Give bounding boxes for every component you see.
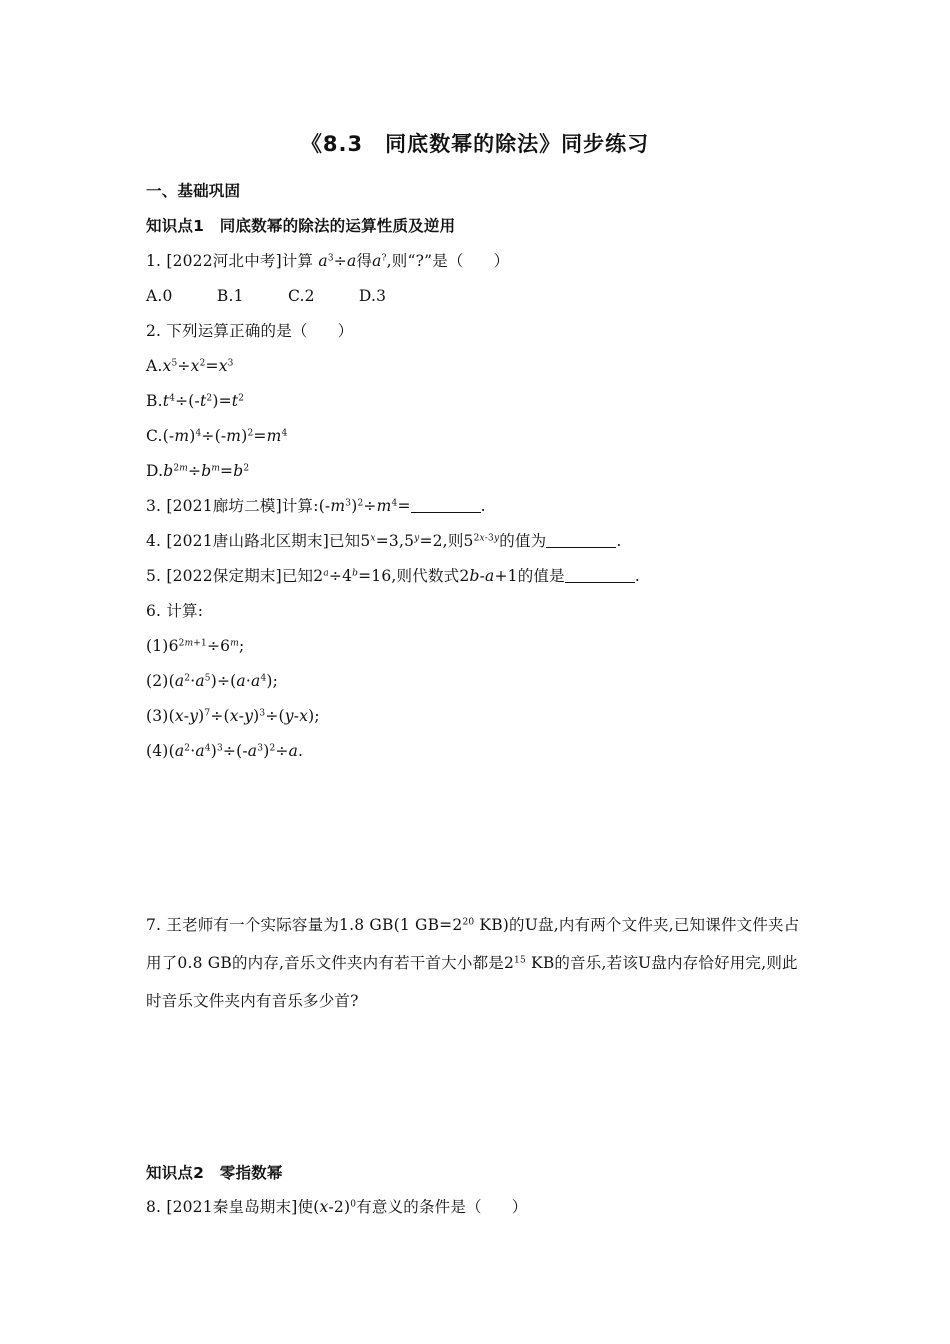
question-8: 8. [2021秦皇岛期末]使$(x-2)^0$有意义的条件是（ ）: [146, 1198, 528, 1216]
option-d: D.3: [358, 287, 387, 305]
knowledge-point-2: 知识点2 零指数幂: [146, 1164, 283, 1182]
answer-blank: [411, 497, 481, 513]
question-5: 5. [2022保定期末]已知$2^a\div 4^b=16$,则代数式2b-a+1的值是 .: [146, 567, 640, 585]
question-1-suffix: ,则“?”是（: [386, 252, 464, 270]
question-2: 2. 下列运算正确的是（ ）: [146, 322, 354, 340]
question-2-option-a: $A.x^5\div x^2=x^3$: [146, 357, 234, 375]
page-title: 《8.3 同底数幂的除法》同步练习: [300, 132, 650, 156]
question-2-option-d: $D.b^{2m}\div b^m=b^2$: [146, 462, 250, 480]
question-1-prefix: 1. [2022河北中考]计算: [146, 252, 314, 270]
question-4: 4. [2021唐山路北区期末]已知$5^x=3,5^y=2$,则$5^{2x-3y}$的值为 .: [146, 532, 622, 550]
option-b: B.1: [216, 287, 244, 305]
question-1-options: [146, 286, 386, 306]
question-6: 6. 计算:: [146, 602, 204, 620]
question-2-option-c: $C.(-m)^4\div(-m)^2=m^4$: [146, 427, 288, 445]
question-6-part-2: $(2)(a^2\cdot a^5)\div(a\cdot a^4)$;: [146, 672, 279, 690]
question-2-stem: 2. 下列运算正确的是（: [146, 322, 308, 340]
knowledge-point-1: 知识点1 同底数幂的除法的运算性质及逆用: [146, 217, 456, 235]
question-6-part-4: $(4)(a^2\cdot a^4)^3\div(-a^3)^2\div a$.: [146, 742, 304, 760]
answer-blank: [565, 567, 635, 583]
question-1: 1. [2022河北中考]计算 $a^3\div a$得a?,则“?”是（ ）: [146, 252, 510, 270]
question-3: 3. [2021廊坊二模]计算$:(-m^3)^2\div m^4=$ .: [146, 497, 486, 515]
section-heading: 一、基础巩固: [146, 182, 241, 200]
option-c: C.2: [287, 287, 315, 305]
question-6-part-1: $(1)6^{2m+1}\div 6^m$;: [146, 637, 245, 655]
question-6-part-3: $(3)(x-y)^7\div(x-y)^3\div(y-x)$;: [146, 707, 320, 725]
option-a: A.0: [146, 287, 173, 305]
question-2-option-b: $B.t^4\div(-t^2)=t^2$: [146, 392, 245, 410]
answer-blank: [546, 532, 616, 548]
question-7: 7. 王老师有一个实际容量为1.8 GB(1 $GB=2^{20}$ KB)的U盘,内有两个文件夹,已知课件文件夹占用了0.8 GB的内存,音乐文件夹内有若干首大小都是$2^{15}$ KB的音乐,若该U盘内存恰好用完,则此时音乐文件夹内有音乐多少首?: [146, 916, 800, 1010]
